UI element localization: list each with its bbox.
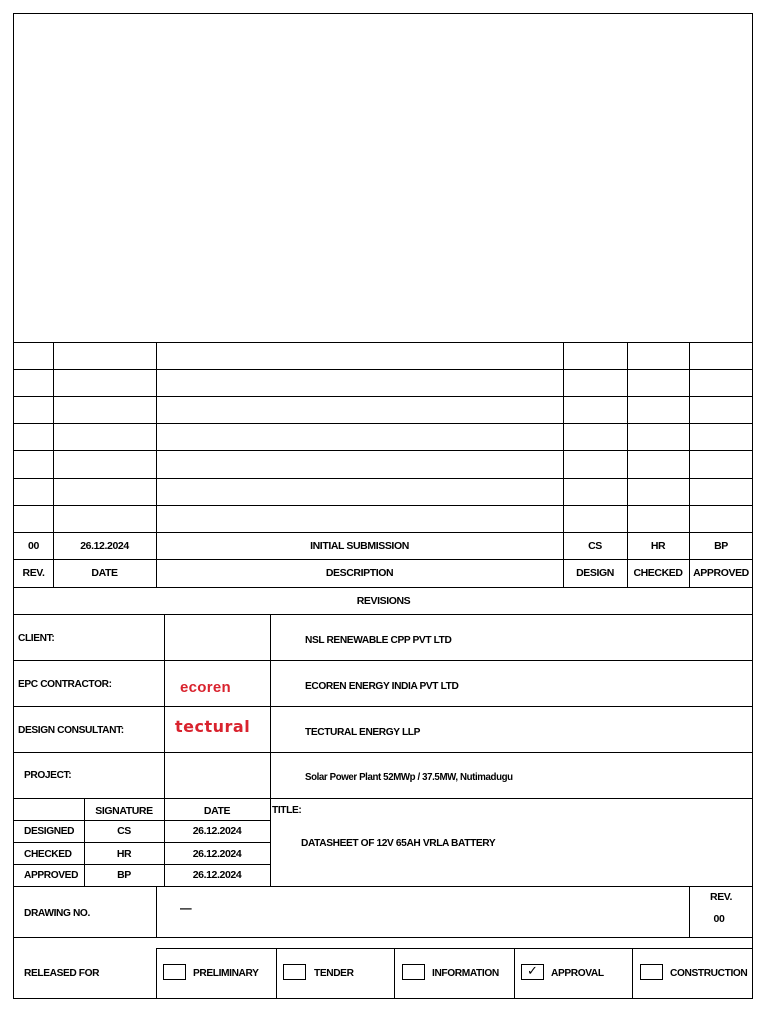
- tectural-logo: tectural: [175, 717, 251, 736]
- checked-label: CHECKED: [24, 848, 72, 860]
- drawing-no-label: DRAWING NO.: [24, 907, 90, 919]
- approval-label: APPROVAL: [551, 967, 604, 979]
- approved-signature: BP: [117, 869, 131, 881]
- signature-header: SIGNATURE: [95, 805, 153, 817]
- date-cell: 26.12.2024: [80, 540, 129, 552]
- title-label: TITLE:: [272, 804, 302, 816]
- drawing-title: DATASHEET OF 12V 65AH VRLA BATTERY: [301, 837, 496, 849]
- client-label: CLIENT:: [18, 632, 55, 644]
- design-header: DESIGN: [576, 567, 614, 579]
- rev-value: 00: [713, 913, 725, 925]
- rev-header: REV.: [22, 567, 45, 579]
- rev-label: REV.: [710, 891, 732, 903]
- signoff-date-header: DATE: [203, 805, 231, 817]
- preliminary-label: PRELIMINARY: [193, 967, 259, 979]
- consultant-name: TECTURAL ENERGY LLP: [305, 726, 421, 738]
- approved-label: APPROVED: [24, 869, 79, 881]
- ecoren-logo: ecoren: [180, 679, 231, 696]
- tender-checkbox[interactable]: [283, 964, 306, 980]
- project-label: PROJECT:: [24, 769, 72, 781]
- date-header: DATE: [91, 567, 118, 579]
- checked-signature: HR: [116, 848, 132, 860]
- tender-label: TENDER: [314, 967, 354, 979]
- designed-signature: CS: [117, 825, 131, 837]
- checked-cell: HR: [650, 540, 666, 552]
- information-label: INFORMATION: [432, 967, 499, 979]
- checked-header: CHECKED: [633, 567, 683, 579]
- rev-cell: 00: [28, 540, 39, 552]
- client-name: NSL RENEWABLE CPP PVT LTD: [305, 634, 452, 646]
- design-cell: CS: [588, 540, 602, 552]
- designed-label: DESIGNED: [24, 825, 75, 837]
- consultant-label: DESIGN CONSULTANT:: [18, 724, 124, 736]
- description-header: DESCRIPTION: [325, 567, 394, 579]
- drawing-no-value: —: [180, 901, 192, 915]
- description-cell: INITIAL SUBMISSION: [310, 540, 409, 552]
- revisions-title: REVISIONS: [356, 595, 411, 607]
- construction-label: CONSTRUCTION: [670, 967, 748, 979]
- project-name: Solar Power Plant 52MWp / 37.5MW, Nutimadugu: [305, 772, 513, 783]
- epc-name: ECOREN ENERGY INDIA PVT LTD: [305, 680, 459, 692]
- preliminary-checkbox[interactable]: [163, 964, 186, 980]
- approved-cell: BP: [714, 540, 728, 552]
- approved-header: APPROVED: [693, 567, 749, 579]
- released-for-label: RELEASED FOR: [24, 967, 100, 979]
- approval-checkbox[interactable]: ✓: [521, 964, 544, 980]
- checked-date: 26.12.2024: [192, 848, 242, 860]
- construction-checkbox[interactable]: [640, 964, 663, 980]
- information-checkbox[interactable]: [402, 964, 425, 980]
- approved-date: 26.12.2024: [192, 869, 242, 881]
- epc-label: EPC CONTRACTOR:: [18, 678, 112, 690]
- designed-date: 26.12.2024: [192, 825, 242, 837]
